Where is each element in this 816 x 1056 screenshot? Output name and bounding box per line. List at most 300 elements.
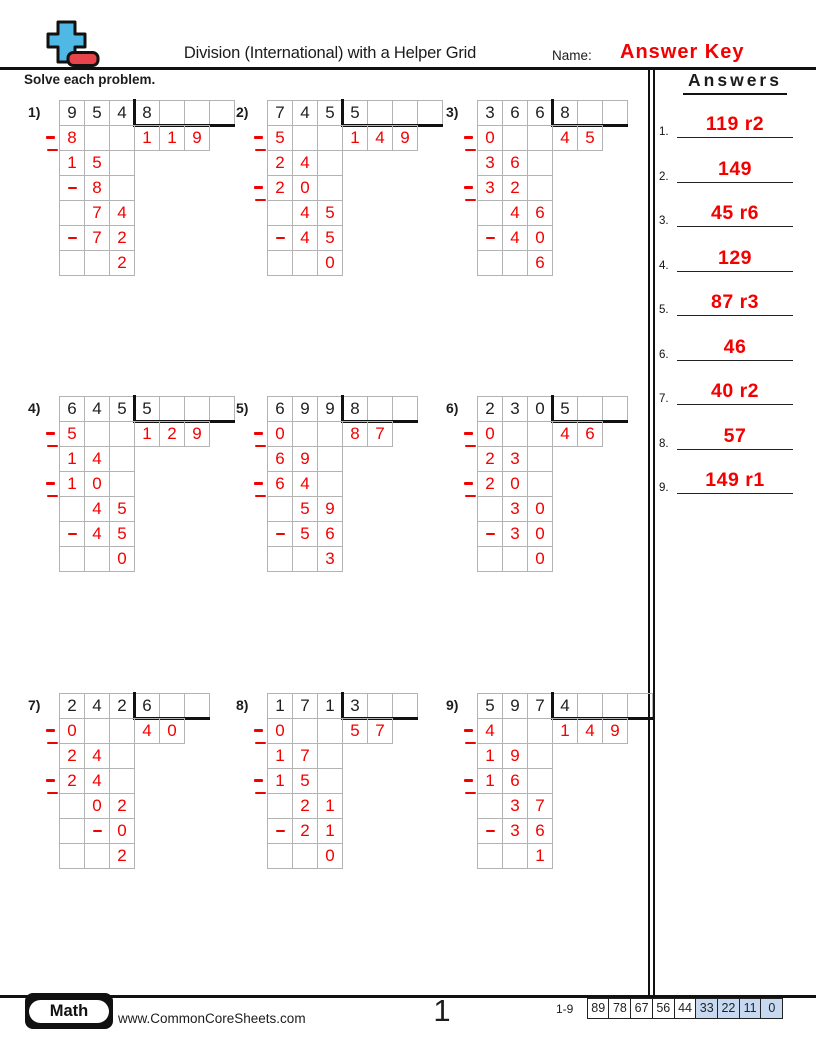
grid-cell xyxy=(184,693,210,719)
answer-number: 4. xyxy=(659,259,669,272)
subtraction-dash-icon xyxy=(47,792,58,795)
grid-cell: 3 xyxy=(477,100,503,126)
grid-cell: 2 xyxy=(59,693,85,719)
grid-cell xyxy=(267,250,293,276)
grid-cell: 3 xyxy=(477,150,503,176)
minus-icon xyxy=(46,432,55,435)
grid-cell xyxy=(477,818,503,844)
grid-cell: 9 xyxy=(59,100,85,126)
grid-cell: 4 xyxy=(84,743,110,769)
minus-icon xyxy=(486,533,495,536)
problem-number: 4) xyxy=(28,400,41,416)
grid-cell: 0 xyxy=(317,250,343,276)
grid-cell: 3 xyxy=(502,496,528,522)
grid-cell xyxy=(367,396,393,422)
grid-cell xyxy=(477,521,503,547)
grid-cell: 4 xyxy=(84,496,110,522)
grid-cell: 3 xyxy=(502,446,528,472)
division-bracket-vertical xyxy=(341,395,344,422)
score-cell: 22 xyxy=(717,998,740,1019)
grid-cell: 1 xyxy=(59,471,85,497)
grid-cell: 8 xyxy=(342,396,368,422)
grid-cell: 9 xyxy=(502,693,528,719)
grid-cell xyxy=(477,496,503,522)
grid-cell: 6 xyxy=(527,100,553,126)
grid-cell: 9 xyxy=(184,125,210,151)
grid-cell: 2 xyxy=(59,743,85,769)
grid-cell xyxy=(502,718,528,744)
grid-cell xyxy=(59,818,85,844)
minus-icon xyxy=(93,830,102,833)
problem-number: 8) xyxy=(236,697,249,713)
grid-cell: 0 xyxy=(477,421,503,447)
grid-cell: 3 xyxy=(502,793,528,819)
division-bracket-vertical xyxy=(551,692,554,719)
answers-divider xyxy=(648,69,655,995)
grid-cell xyxy=(59,843,85,869)
grid-cell: 4 xyxy=(292,200,318,226)
grid-cell xyxy=(477,200,503,226)
grid-cell xyxy=(59,496,85,522)
grid-cell: 2 xyxy=(292,793,318,819)
grid-cell xyxy=(317,150,343,176)
grid-cell: 5 xyxy=(84,100,110,126)
subtraction-dash-icon xyxy=(465,445,476,448)
subtraction-dash-icon xyxy=(465,495,476,498)
grid-cell: 4 xyxy=(292,225,318,251)
grid-cell: 2 xyxy=(292,818,318,844)
grid-cell: 5 xyxy=(317,200,343,226)
grid-cell: 2 xyxy=(267,150,293,176)
score-cell: 33 xyxy=(695,998,718,1019)
answer-key-label: Answer Key xyxy=(620,41,745,63)
grid-cell: 0 xyxy=(159,718,185,744)
grid-cell: 5 xyxy=(292,496,318,522)
grid-cell xyxy=(84,546,110,572)
grid-cell xyxy=(602,693,628,719)
answer-row-1 xyxy=(659,107,793,138)
grid-cell xyxy=(367,100,393,126)
name-label: Name: xyxy=(552,48,592,63)
grid-cell: 5 xyxy=(267,125,293,151)
answers-heading-text: Answers xyxy=(683,70,787,95)
grid-cell xyxy=(59,250,85,276)
division-bracket-vertical xyxy=(133,692,136,719)
grid-cell: 1 xyxy=(477,743,503,769)
grid-cell: 5 xyxy=(84,150,110,176)
grid-cell: 1 xyxy=(134,125,160,151)
grid-cell: 0 xyxy=(527,496,553,522)
grid-cell: 4 xyxy=(577,718,603,744)
grid-cell: 9 xyxy=(292,396,318,422)
grid-cell xyxy=(477,225,503,251)
grid-cell: 7 xyxy=(84,200,110,226)
grid-cell: 0 xyxy=(109,818,135,844)
grid-cell xyxy=(109,743,135,769)
grid-cell xyxy=(392,100,418,126)
grid-cell xyxy=(502,125,528,151)
grid-cell xyxy=(527,175,553,201)
grid-cell xyxy=(84,125,110,151)
grid-cell: 6 xyxy=(317,521,343,547)
answer-row-3 xyxy=(659,196,793,227)
grid-cell xyxy=(84,818,110,844)
grid-cell xyxy=(109,471,135,497)
grid-cell: 4 xyxy=(502,225,528,251)
grid-cell xyxy=(627,693,653,719)
grid-cell: 5 xyxy=(342,718,368,744)
answer-row-6 xyxy=(659,330,793,361)
grid-cell xyxy=(267,843,293,869)
subtraction-dash-icon xyxy=(47,149,58,152)
grid-cell: 1 xyxy=(317,693,343,719)
grid-cell: 5 xyxy=(109,396,135,422)
division-bracket-vertical xyxy=(133,99,136,126)
grid-cell: 9 xyxy=(602,718,628,744)
grid-cell xyxy=(84,843,110,869)
grid-cell: 8 xyxy=(84,175,110,201)
grid-cell xyxy=(267,496,293,522)
minus-icon xyxy=(68,187,77,190)
subtraction-dash-icon xyxy=(47,495,58,498)
grid-cell: 5 xyxy=(134,396,160,422)
answer-value: 129 xyxy=(717,246,753,269)
minus-icon xyxy=(254,186,263,189)
answer-row-4 xyxy=(659,241,793,272)
grid-cell xyxy=(59,200,85,226)
grid-cell: 1 xyxy=(552,718,578,744)
grid-cell: 2 xyxy=(109,843,135,869)
score-table xyxy=(588,998,783,1019)
commoncoresheets-logo-icon xyxy=(46,20,108,68)
grid-cell: 6 xyxy=(134,693,160,719)
website-text: www.CommonCoreSheets.com xyxy=(118,1011,306,1026)
grid-cell xyxy=(527,125,553,151)
answer-number: 2. xyxy=(659,170,669,183)
grid-cell: 2 xyxy=(59,768,85,794)
grid-cell: 8 xyxy=(342,421,368,447)
problem-number: 5) xyxy=(236,400,249,416)
score-cell: 89 xyxy=(587,998,610,1019)
minus-icon xyxy=(254,136,263,139)
grid-cell: 8 xyxy=(59,125,85,151)
grid-cell xyxy=(267,225,293,251)
grid-cell xyxy=(109,718,135,744)
grid-cell: 4 xyxy=(109,100,135,126)
grid-cell: 6 xyxy=(527,818,553,844)
grid-cell: 6 xyxy=(267,471,293,497)
grid-cell: 2 xyxy=(477,396,503,422)
minus-icon xyxy=(68,533,77,536)
grid-cell xyxy=(527,421,553,447)
grid-cell xyxy=(477,546,503,572)
subtraction-dash-icon xyxy=(47,742,58,745)
grid-cell: 1 xyxy=(267,768,293,794)
grid-cell: 1 xyxy=(267,743,293,769)
grid-cell xyxy=(159,100,185,126)
division-bracket-vertical xyxy=(133,395,136,422)
minus-icon xyxy=(486,237,495,240)
grid-cell: 2 xyxy=(109,225,135,251)
grid-cell: 5 xyxy=(109,521,135,547)
grid-cell: 7 xyxy=(367,421,393,447)
subtraction-dash-icon xyxy=(47,445,58,448)
problem-number: 6) xyxy=(446,400,459,416)
grid-cell xyxy=(527,718,553,744)
problem-number: 3) xyxy=(446,104,459,120)
grid-cell xyxy=(317,718,343,744)
answer-value: 87 r3 xyxy=(710,291,760,313)
problem-number: 9) xyxy=(446,697,459,713)
subtraction-dash-icon xyxy=(255,792,266,795)
grid-cell xyxy=(527,768,553,794)
grid-cell: 9 xyxy=(317,496,343,522)
grid-cell: 6 xyxy=(59,396,85,422)
grid-cell: 6 xyxy=(267,446,293,472)
grid-cell xyxy=(502,546,528,572)
grid-cell: 6 xyxy=(577,421,603,447)
grid-cell xyxy=(109,446,135,472)
grid-cell: 6 xyxy=(527,200,553,226)
grid-cell xyxy=(292,421,318,447)
grid-cell xyxy=(292,250,318,276)
minus-icon xyxy=(68,237,77,240)
grid-cell: 4 xyxy=(134,718,160,744)
grid-cell: 2 xyxy=(477,471,503,497)
grid-cell xyxy=(317,768,343,794)
score-cell: 11 xyxy=(739,998,762,1019)
grid-cell: 3 xyxy=(502,818,528,844)
answer-value: 40 r2 xyxy=(710,380,760,402)
grid-cell: 1 xyxy=(267,693,293,719)
grid-cell xyxy=(502,250,528,276)
grid-cell xyxy=(109,125,135,151)
minus-icon xyxy=(46,482,55,485)
grid-cell: 5 xyxy=(109,496,135,522)
grid-cell xyxy=(109,150,135,176)
grid-cell xyxy=(109,421,135,447)
answer-number: 5. xyxy=(659,304,669,316)
grid-cell: 4 xyxy=(109,200,135,226)
grid-cell: 5 xyxy=(342,100,368,126)
subtraction-dash-icon xyxy=(255,445,266,448)
grid-cell: 0 xyxy=(317,843,343,869)
grid-cell: 6 xyxy=(267,396,293,422)
grid-cell: 6 xyxy=(527,250,553,276)
problem-number: 1) xyxy=(28,104,41,120)
grid-cell xyxy=(317,446,343,472)
answer-row-9 xyxy=(659,463,793,494)
grid-cell: 0 xyxy=(84,793,110,819)
grid-cell: 9 xyxy=(502,743,528,769)
grid-cell xyxy=(184,100,210,126)
grid-cell: 9 xyxy=(292,446,318,472)
grid-cell xyxy=(59,225,85,251)
grid-cell: 5 xyxy=(577,125,603,151)
minus-icon xyxy=(276,830,285,833)
minus-icon xyxy=(276,533,285,536)
grid-cell xyxy=(159,396,185,422)
grid-cell xyxy=(267,818,293,844)
grid-cell: 3 xyxy=(502,521,528,547)
grid-cell xyxy=(527,150,553,176)
answer-number: 1. xyxy=(659,126,669,138)
score-cell: 67 xyxy=(630,998,653,1019)
minus-icon xyxy=(254,729,263,732)
grid-cell: 4 xyxy=(84,521,110,547)
subtraction-dash-icon xyxy=(255,199,266,202)
minus-icon xyxy=(276,237,285,240)
minus-icon xyxy=(254,432,263,435)
grid-cell xyxy=(477,843,503,869)
answers-heading xyxy=(656,70,814,95)
grid-cell xyxy=(602,100,628,126)
answer-number: 6. xyxy=(659,348,669,361)
math-badge-label: Math xyxy=(29,1000,109,1023)
grid-cell xyxy=(502,843,528,869)
subtraction-dash-icon xyxy=(465,792,476,795)
grid-cell: 2 xyxy=(267,175,293,201)
grid-cell: 2 xyxy=(477,446,503,472)
grid-cell: 1 xyxy=(59,446,85,472)
grid-cell xyxy=(477,793,503,819)
grid-cell xyxy=(267,200,293,226)
grid-cell: 4 xyxy=(292,471,318,497)
grid-cell xyxy=(317,471,343,497)
grid-cell: 0 xyxy=(527,225,553,251)
grid-cell xyxy=(577,693,603,719)
problem-number: 2) xyxy=(236,104,249,120)
answer-number: 8. xyxy=(659,437,669,450)
grid-cell: 4 xyxy=(292,100,318,126)
answer-value: 119 r2 xyxy=(705,113,765,135)
grid-cell xyxy=(317,421,343,447)
grid-cell xyxy=(267,521,293,547)
grid-cell xyxy=(109,175,135,201)
grid-cell xyxy=(527,471,553,497)
grid-cell xyxy=(59,175,85,201)
answer-value: 46 xyxy=(723,335,747,358)
grid-cell: 9 xyxy=(392,125,418,151)
minus-icon xyxy=(464,432,473,435)
grid-cell: 0 xyxy=(527,521,553,547)
grid-cell: 6 xyxy=(502,768,528,794)
score-cell: 78 xyxy=(608,998,631,1019)
grid-cell xyxy=(59,521,85,547)
grid-cell: 4 xyxy=(84,446,110,472)
grid-cell: 1 xyxy=(159,125,185,151)
grid-cell xyxy=(109,768,135,794)
grid-cell: 4 xyxy=(552,125,578,151)
score-cell: 0 xyxy=(760,998,783,1019)
grid-cell xyxy=(502,421,528,447)
division-bracket-vertical xyxy=(551,99,554,126)
grid-cell: 4 xyxy=(552,421,578,447)
answer-row-7 xyxy=(659,374,793,405)
grid-cell: 1 xyxy=(317,818,343,844)
grid-cell xyxy=(527,446,553,472)
grid-cell: 5 xyxy=(292,768,318,794)
subtraction-dash-icon xyxy=(465,742,476,745)
grid-cell: 1 xyxy=(342,125,368,151)
grid-cell: 0 xyxy=(477,125,503,151)
grid-cell xyxy=(577,100,603,126)
answer-row-8 xyxy=(659,419,793,450)
grid-cell xyxy=(392,693,418,719)
grid-cell: 0 xyxy=(84,471,110,497)
grid-cell: 5 xyxy=(317,100,343,126)
subtraction-dash-icon xyxy=(465,199,476,202)
subtraction-dash-icon xyxy=(465,149,476,152)
subtraction-dash-icon xyxy=(255,742,266,745)
math-badge xyxy=(25,993,113,1029)
answer-value: 57 xyxy=(723,424,747,447)
grid-cell: 7 xyxy=(367,718,393,744)
minus-icon xyxy=(464,779,473,782)
grid-cell: 3 xyxy=(342,693,368,719)
grid-cell: 5 xyxy=(317,225,343,251)
grid-cell xyxy=(267,793,293,819)
grid-cell: 9 xyxy=(317,396,343,422)
grid-cell: 0 xyxy=(59,718,85,744)
grid-cell: 3 xyxy=(317,546,343,572)
minus-icon xyxy=(46,729,55,732)
grid-cell: 0 xyxy=(292,175,318,201)
grid-cell xyxy=(292,718,318,744)
grid-cell xyxy=(292,546,318,572)
grid-cell xyxy=(84,718,110,744)
grid-cell: 1 xyxy=(527,843,553,869)
grid-cell xyxy=(59,546,85,572)
grid-cell: 7 xyxy=(292,743,318,769)
grid-cell: 2 xyxy=(109,793,135,819)
grid-cell xyxy=(292,843,318,869)
minus-icon xyxy=(486,830,495,833)
grid-cell xyxy=(317,125,343,151)
grid-cell: 6 xyxy=(502,100,528,126)
grid-cell: 5 xyxy=(292,521,318,547)
page-title: Division (International) with a Helper Grid xyxy=(183,44,477,62)
grid-cell xyxy=(527,743,553,769)
answer-number: 9. xyxy=(659,482,669,494)
grid-cell: 4 xyxy=(367,125,393,151)
grid-cell: 6 xyxy=(502,150,528,176)
grid-cell: 1 xyxy=(59,150,85,176)
grid-cell: 4 xyxy=(552,693,578,719)
grid-cell: 0 xyxy=(109,546,135,572)
grid-cell xyxy=(292,125,318,151)
grid-cell xyxy=(577,396,603,422)
score-cell: 56 xyxy=(652,998,675,1019)
grid-cell: 7 xyxy=(292,693,318,719)
division-bracket-vertical xyxy=(551,395,554,422)
minus-icon xyxy=(464,136,473,139)
grid-cell: 0 xyxy=(267,718,293,744)
grid-cell xyxy=(392,396,418,422)
subtraction-dash-icon xyxy=(255,495,266,498)
grid-cell xyxy=(317,175,343,201)
problem-number: 7) xyxy=(28,697,41,713)
grid-cell: 3 xyxy=(502,396,528,422)
minus-icon xyxy=(46,779,55,782)
answer-row-2 xyxy=(659,152,793,183)
minus-icon xyxy=(464,482,473,485)
score-range-label: 1-9 xyxy=(556,1002,574,1016)
minus-icon xyxy=(254,482,263,485)
grid-cell: 3 xyxy=(477,175,503,201)
grid-cell xyxy=(367,693,393,719)
grid-cell: 7 xyxy=(527,793,553,819)
